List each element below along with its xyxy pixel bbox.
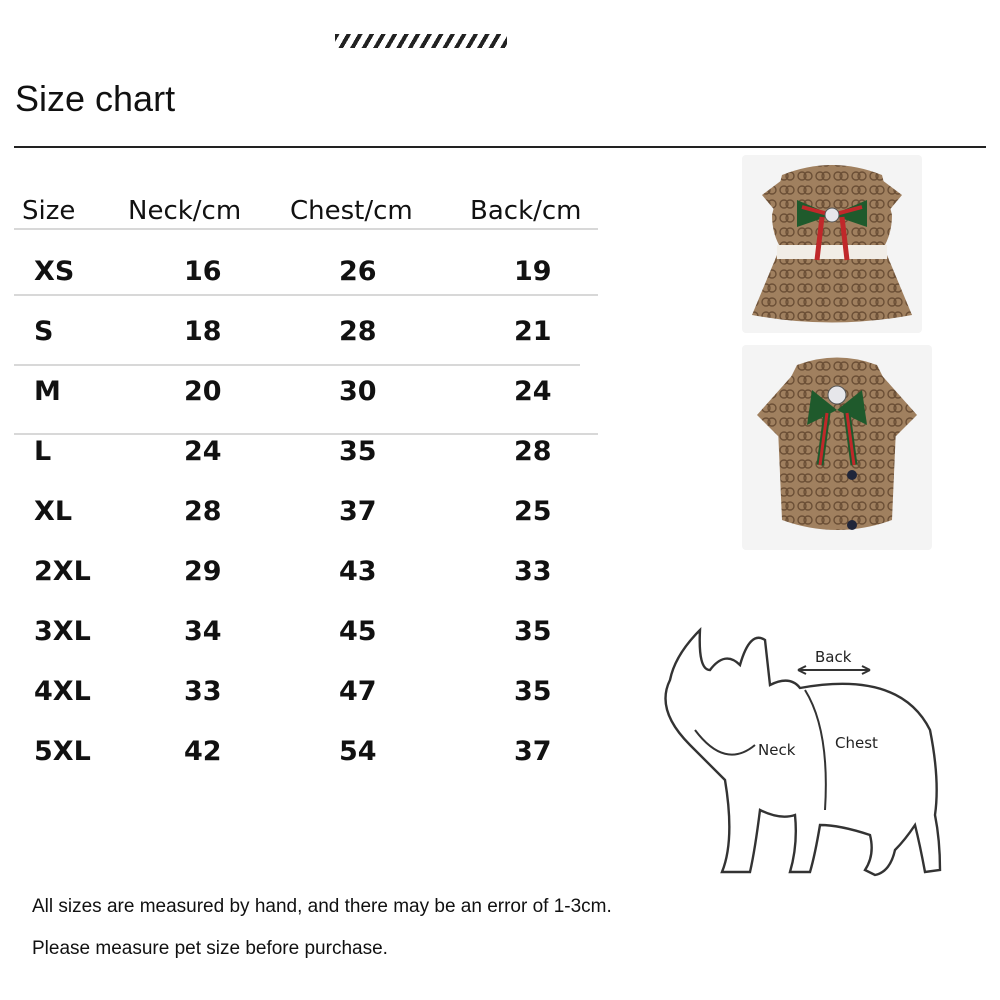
- back-cell: 35: [514, 676, 552, 707]
- size-cell: XL: [34, 496, 73, 527]
- neck-cell: 28: [184, 496, 222, 527]
- row-divider: [14, 228, 598, 230]
- back-cell: 35: [514, 616, 552, 647]
- column-header-chest: Chest/cm: [290, 196, 413, 226]
- back-cell: 33: [514, 556, 552, 587]
- neck-cell: 24: [184, 436, 222, 467]
- note-measure-before-purchase: Please measure pet size before purchase.: [32, 938, 388, 959]
- back-label: Back: [815, 648, 852, 666]
- size-cell: 3XL: [34, 616, 91, 647]
- column-header-back: Back/cm: [470, 196, 582, 226]
- column-header-size: Size: [22, 196, 76, 226]
- row-divider: [14, 294, 598, 296]
- chest-cell: 28: [339, 316, 377, 347]
- shirt-product-photo: [742, 345, 932, 550]
- back-cell: 37: [514, 736, 552, 767]
- chest-cell: 37: [339, 496, 377, 527]
- neck-cell: 33: [184, 676, 222, 707]
- back-cell: 19: [514, 256, 552, 287]
- chest-cell: 30: [339, 376, 377, 407]
- neck-cell: 34: [184, 616, 222, 647]
- chest-label: Chest: [835, 734, 878, 752]
- row-divider: [14, 433, 598, 435]
- chest-cell: 26: [339, 256, 377, 287]
- size-cell: L: [34, 436, 52, 467]
- chest-cell: 45: [339, 616, 377, 647]
- neck-cell: 20: [184, 376, 222, 407]
- size-cell: M: [34, 376, 61, 407]
- decorative-stripes: [335, 34, 507, 48]
- neck-cell: 18: [184, 316, 222, 347]
- chest-cell: 54: [339, 736, 377, 767]
- row-divider: [14, 364, 580, 366]
- neck-cell: 29: [184, 556, 222, 587]
- chest-cell: 35: [339, 436, 377, 467]
- size-cell: 4XL: [34, 676, 91, 707]
- back-cell: 24: [514, 376, 552, 407]
- title-divider: [14, 146, 986, 148]
- chest-cell: 47: [339, 676, 377, 707]
- back-cell: 28: [514, 436, 552, 467]
- dog-measurement-diagram: [640, 610, 990, 890]
- size-cell: 5XL: [34, 736, 91, 767]
- neck-cell: 42: [184, 736, 222, 767]
- column-header-neck: Neck/cm: [128, 196, 242, 226]
- chest-cell: 43: [339, 556, 377, 587]
- size-cell: S: [34, 316, 54, 347]
- size-cell: XS: [34, 256, 75, 287]
- note-measurement-error: All sizes are measured by hand, and there may be an error of 1-3cm.: [32, 896, 612, 917]
- page-title: Size chart: [15, 78, 176, 119]
- back-cell: 21: [514, 316, 552, 347]
- size-cell: 2XL: [34, 556, 91, 587]
- neck-label: Neck: [758, 741, 796, 759]
- neck-cell: 16: [184, 256, 222, 287]
- back-cell: 25: [514, 496, 552, 527]
- dress-product-photo: [742, 155, 922, 333]
